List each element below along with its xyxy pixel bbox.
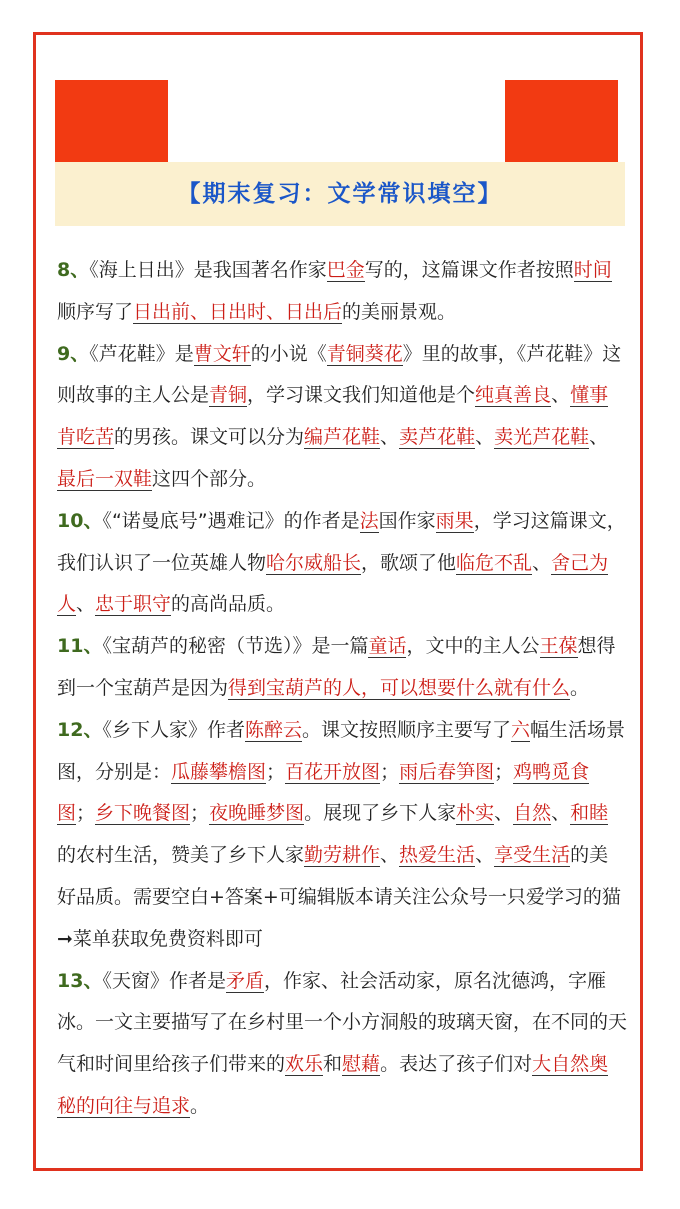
question-text: ，学习这篇课文，我们认识了一位英雄人物 bbox=[57, 509, 626, 574]
question-text: 、 bbox=[494, 802, 514, 825]
question-text: 《乡下人家》作者 bbox=[102, 718, 245, 741]
answer-blank: 最后一双鞋 bbox=[57, 467, 153, 490]
answer-blank: 曹文轩 bbox=[193, 342, 251, 365]
question-number: 9、 bbox=[57, 342, 90, 365]
question-number: 13、 bbox=[57, 969, 103, 992]
question-text: 顺序写了 bbox=[57, 300, 134, 323]
answer-blank: 勤劳耕作 bbox=[304, 844, 381, 867]
page-title: 【期末复习：文学常识填空】 bbox=[177, 180, 503, 207]
question-text: 、 bbox=[532, 551, 552, 574]
question-text: 想得到一个宝葫芦是因为 bbox=[57, 635, 616, 699]
answer-blank: 六 bbox=[511, 718, 531, 741]
question-number: 12、 bbox=[57, 718, 103, 741]
question-text: 和 bbox=[323, 1053, 343, 1076]
question-text: 、 bbox=[475, 426, 495, 449]
answer-blank: 青铜葵花 bbox=[326, 342, 403, 365]
answer-blank: 雨后春笋图 bbox=[399, 760, 495, 783]
answer-blank: 瓜藤攀檐图 bbox=[171, 760, 267, 783]
answer-blank: 懂事肯吃苦 bbox=[57, 384, 609, 449]
answer-blank: 日出前、日出时、日出后 bbox=[133, 300, 343, 323]
header-blank-box bbox=[168, 80, 505, 162]
answer-blank: 大自然奥秘的向往与追求 bbox=[57, 1053, 609, 1117]
answer-blank: 舍己为人 bbox=[57, 551, 609, 616]
question-paragraph bbox=[57, 501, 627, 626]
answer-blank: 巴金 bbox=[326, 259, 365, 281]
question-text: ； bbox=[380, 760, 400, 783]
quiz-content bbox=[57, 250, 627, 1128]
question-paragraph bbox=[57, 250, 627, 334]
answer-blank: 矛盾 bbox=[225, 969, 264, 992]
question-number: 10、 bbox=[57, 509, 103, 532]
answer-blank: 童话 bbox=[368, 635, 407, 658]
answer-blank: 忠于职守 bbox=[95, 593, 172, 616]
question-text: 、 bbox=[76, 593, 96, 616]
answer-blank: 和睦 bbox=[570, 802, 609, 825]
question-text: ； bbox=[190, 802, 210, 825]
question-paragraph bbox=[57, 961, 627, 1128]
question-text: 《天窗》作者是 bbox=[102, 969, 226, 992]
question-text: 幅生活场景图，分别是： bbox=[57, 718, 626, 783]
question-text: 、 bbox=[551, 384, 571, 407]
question-text: 。表达了孩子们对 bbox=[380, 1053, 533, 1076]
question-paragraph bbox=[57, 334, 627, 501]
question-text: 的美丽景观。 bbox=[342, 300, 457, 323]
answer-blank: 雨果 bbox=[435, 509, 474, 532]
question-text: 、 bbox=[380, 426, 400, 449]
question-text: 的农村生活，赞美了乡下人家 bbox=[57, 844, 305, 867]
question-text: 。 bbox=[190, 1094, 210, 1117]
question-text: 《芦花鞋》是 bbox=[89, 342, 194, 365]
answer-blank: 乡下晚餐图 bbox=[95, 802, 191, 825]
answer-blank: 欢乐 bbox=[285, 1053, 324, 1076]
question-number: 8、 bbox=[57, 259, 90, 281]
answer-blank: 百花开放图 bbox=[285, 760, 381, 783]
answer-blank: 纯真善良 bbox=[475, 384, 552, 407]
answer-blank: 自然 bbox=[513, 802, 552, 825]
question-text: 、 bbox=[551, 802, 571, 825]
question-text: 、 bbox=[475, 844, 495, 867]
answer-blank: 临危不乱 bbox=[456, 551, 533, 574]
question-text: 的男孩。课文可以分为 bbox=[114, 426, 305, 449]
answer-blank: 法 bbox=[359, 509, 379, 532]
answer-blank: 卖芦花鞋 bbox=[399, 426, 476, 449]
question-text: 。展现了乡下人家 bbox=[304, 802, 457, 825]
question-text: ，学习课文我们知道他是个 bbox=[247, 384, 476, 407]
answer-blank: 青铜 bbox=[209, 384, 248, 407]
question-text: ，文中的主人公 bbox=[406, 635, 540, 658]
answer-blank: 享受生活 bbox=[494, 844, 571, 867]
answer-blank: 卖光芦花鞋 bbox=[494, 426, 590, 449]
question-paragraph bbox=[57, 626, 627, 710]
question-text: 、 bbox=[589, 426, 609, 449]
question-text: ； bbox=[494, 760, 514, 783]
answer-blank: 陈醉云 bbox=[244, 718, 302, 741]
answer-blank: 哈尔威船长 bbox=[266, 551, 362, 574]
answer-blank: 得到宝葫芦的人，可以想要什么就有什么 bbox=[228, 676, 571, 699]
question-text: 的小说《 bbox=[250, 342, 327, 365]
answer-blank: 朴实 bbox=[456, 802, 495, 825]
question-text: 的高尚品质。 bbox=[171, 593, 286, 616]
question-text: ，作家、社会活动家，原名沈德鸿，字雁冰。一文主要描写了在乡村里一个小方洞般的玻璃天窗，在不同的天气和时间里给孩子们带来的 bbox=[57, 969, 628, 1076]
question-text: 国作家 bbox=[378, 509, 436, 532]
question-text: 《宝葫芦的秘密（节选）》是一篇 bbox=[102, 635, 369, 658]
question-text: 写的，这篇课文作者按照 bbox=[364, 259, 574, 281]
answer-blank: 王葆 bbox=[539, 635, 578, 658]
question-text: 。 bbox=[570, 676, 590, 699]
answer-blank: 鸡鸭觅食图 bbox=[57, 760, 590, 825]
answer-blank: 热爱生活 bbox=[399, 844, 476, 867]
question-text: ； bbox=[76, 802, 96, 825]
answer-blank: 夜晚睡梦图 bbox=[209, 802, 305, 825]
question-paragraph bbox=[57, 710, 627, 961]
question-text: 《“诺曼底号”遇难记》的作者是 bbox=[102, 509, 360, 532]
question-text: ； bbox=[266, 760, 286, 783]
question-text: ，歌颂了他 bbox=[361, 551, 457, 574]
question-text: 的美好品质。需要空白+答案+可编辑版本请关注公众号一只爱学习的猫➞菜单获取免费资料即可 bbox=[57, 844, 621, 950]
answer-blank: 慰藉 bbox=[342, 1053, 381, 1076]
question-text: 。课文按照顺序主要写了 bbox=[301, 718, 511, 741]
question-text: 》里的故事，《芦花鞋》这则故事的主人公是 bbox=[57, 342, 622, 407]
question-text: 、 bbox=[380, 844, 400, 867]
question-number: 11、 bbox=[57, 635, 103, 658]
question-text: 《海上日出》是我国著名作家 bbox=[89, 259, 327, 281]
answer-blank: 编芦花鞋 bbox=[304, 426, 381, 449]
question-text: 这四个部分。 bbox=[152, 467, 267, 490]
answer-blank: 时间 bbox=[573, 259, 612, 281]
